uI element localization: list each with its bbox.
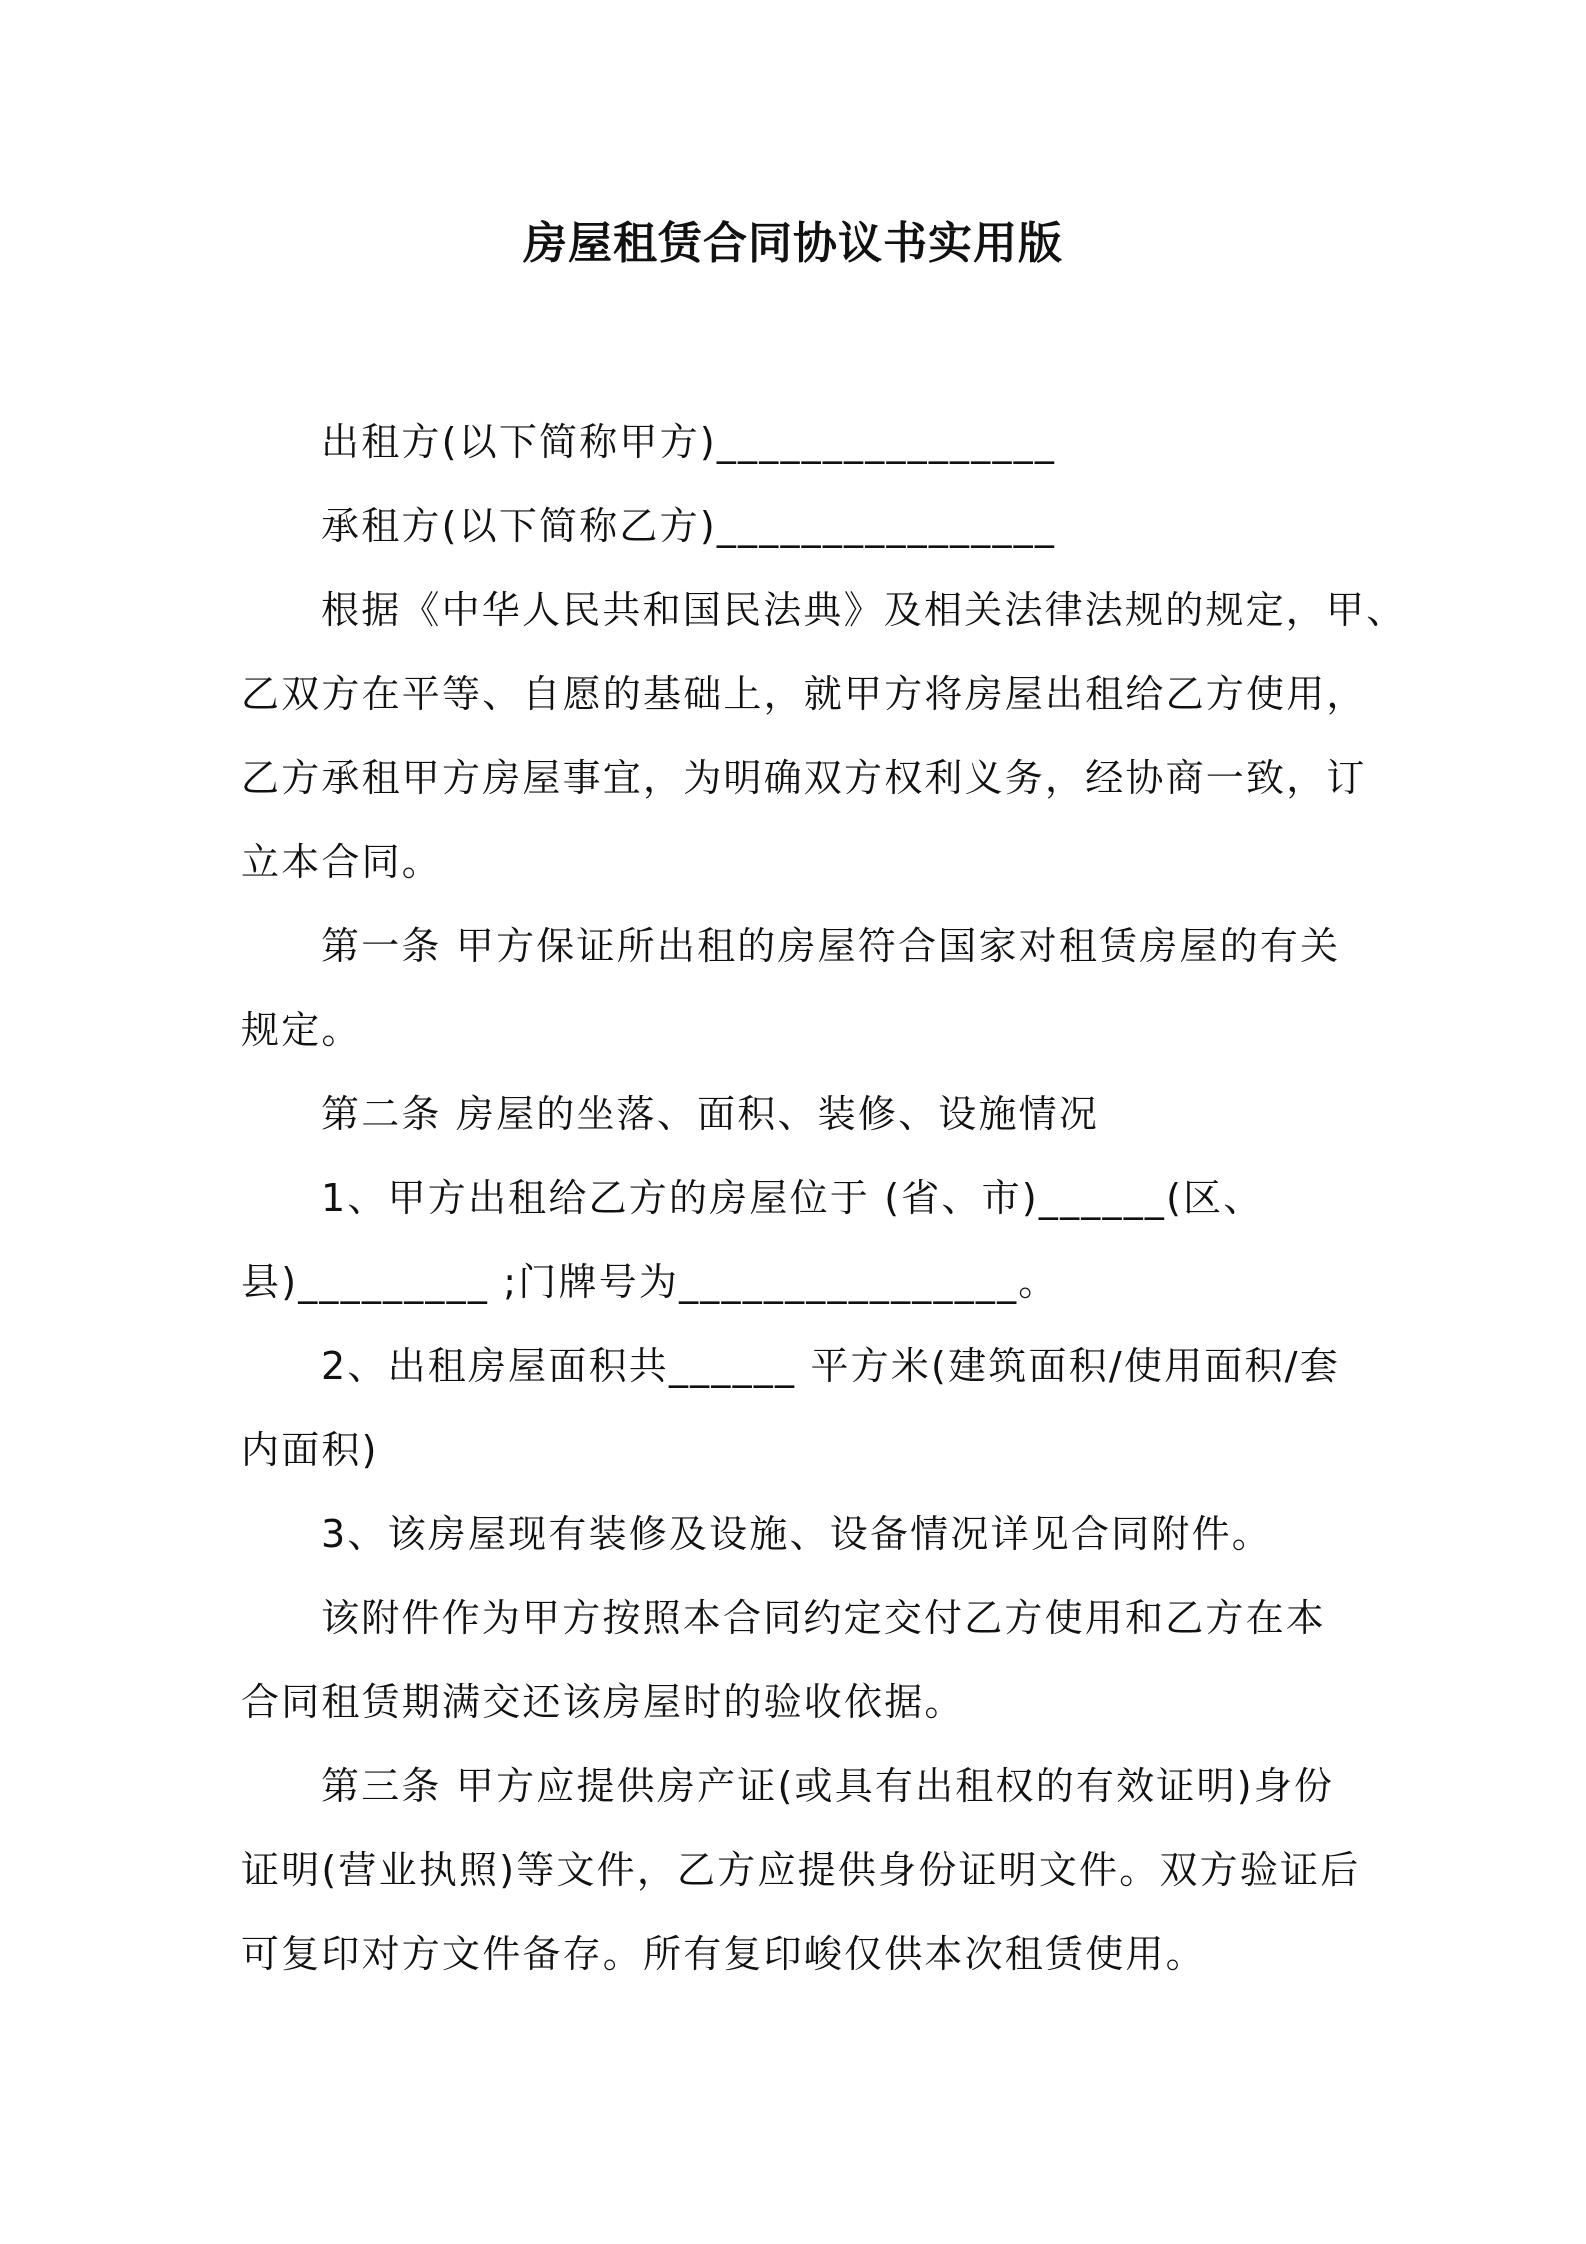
body-line: 合同租赁期满交还该房屋时的验收依据。 <box>241 1680 965 1724</box>
body-line: 规定。 <box>241 1008 362 1052</box>
body-line: 承租方(以下简称乙方)________________ <box>321 504 1057 548</box>
document-title: 房屋租赁合同协议书实用版 <box>523 218 1063 269</box>
body-line: 第一条 甲方保证所出租的房屋符合国家对租赁房屋的有关 <box>321 924 1341 968</box>
body-line: 县)_________ ;门牌号为________________。 <box>241 1260 1059 1304</box>
document-body <box>241 400 1407 1996</box>
body-line: 乙方承租甲方房屋事宜，为明确双方权利义务，经协商一致，订 <box>241 756 1367 800</box>
body-line: 1、甲方出租给乙方的房屋位于 (省、市)______(区、 <box>321 1176 1264 1220</box>
body-line: 乙双方在平等、自愿的基础上，就甲方将房屋出租给乙方使用， <box>241 672 1367 716</box>
body-line: 立本合同。 <box>241 840 443 884</box>
body-line: 2、出租房屋面积共______ 平方米(建筑面积/使用面积/套 <box>321 1344 1340 1388</box>
body-line: 该附件作为甲方按照本合同约定交付乙方使用和乙方在本 <box>321 1596 1327 1640</box>
body-line: 出租方(以下简称甲方)________________ <box>321 420 1057 464</box>
body-line: 第三条 甲方应提供房产证(或具有出租权的有效证明)身份 <box>321 1764 1335 1808</box>
body-line: 第二条 房屋的坐落、面积、装修、设施情况 <box>321 1092 1100 1136</box>
body-line: 内面积) <box>241 1428 379 1472</box>
body-line: 证明(营业执照)等文件，乙方应提供身份证明文件。双方验证后 <box>241 1848 1361 1892</box>
body-line: 可复印对方文件备存。所有复印峻仅供本次租赁使用。 <box>241 1932 1206 1976</box>
body-line: 根据《中华人民共和国民法典》及相关法律法规的规定，甲、 <box>321 588 1407 632</box>
body-line: 3、该房屋现有装修及设施、设备情况详见合同附件。 <box>321 1512 1272 1556</box>
